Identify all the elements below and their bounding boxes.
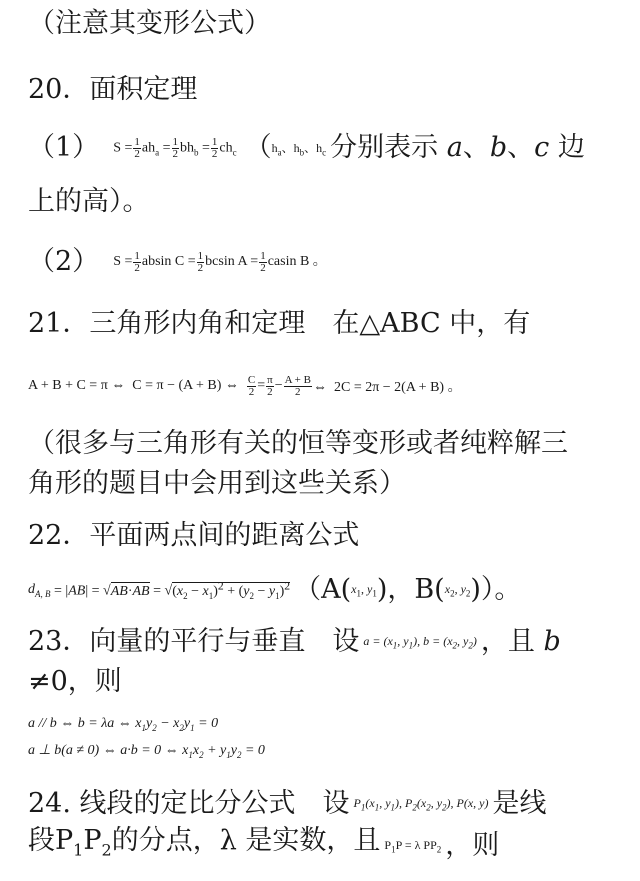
s24-cont: 段$P_1P_2$的分点，λ 是实数，且 $P_1P = \lambda$ $PP_2$ ，则 [28,825,500,861]
s24-title: 24. 线段的定比分公式 设 $P_1(x_1$, $y_1$), $P_2(x_2$, $y_2$), P(x, y) 是线 [28,788,547,819]
s22-formula: $d_{A, B}$ = $|AB| = √AB\cdot AB = √(x_2 - x_1)^2 + (y_2 - y_1)^2$ （A( $x_1$, $y_1$ )，B( $x_2$, $y_2$ )）。 [28,574,522,605]
s21-note-2: 角形的题目中会用到这些关系） [28,468,406,499]
s23-cont: ≠0，则 [28,666,122,697]
s20-item1-label: （1） [28,132,100,163]
s20-item2-label: （2） [28,246,100,277]
s22-title: 22．平面两点间的距离公式 [28,520,360,551]
s20-item1-formula: S = $\frac{1}{2}$ $ah_a$ = $\frac{1}{2}$ $bh_b$ = $\frac{1}{2}$ $ch_c$ [113,135,237,160]
s21-formula: A + B + C = π ⇔ C = π − (A + B) ⇔ $\frac{C}{2}$ = $\frac{\pi}{2}$ − $\frac{A + B}{2}$ ⇔ 2C = 2π − 2(A + B) 。 [28,373,462,398]
s21-note-1: （很多与三角形有关的恒等变形或者纯粹解三 [28,428,568,459]
s20-item2-formula: S = $\frac{1}{2}$ absin C = $\frac{1}{2}$ bcsin A = $\frac{1}{2}$ casin B 。 [113,249,327,274]
s20-title: 20．面积定理 [28,74,198,105]
s20-item1-cont: 上的高）。 [28,186,150,217]
s23-title: 23．向量的平行与垂直 设 $a = (x_1$, $y_1$), $b = (x_2$, $y_2$) ，且 b [28,626,561,657]
note-transform: （注意其变形公式） [28,8,271,39]
s23-perp: a ⊥ b(a ≠ 0) ⇔ a·b = 0 ⇔ $x_1x_2 + y_1y_2 = 0$ [28,743,265,760]
s21-title: 21．三角形内角和定理 在△ABC 中，有 [28,308,531,339]
s20-item1: （1） S = $\frac{1}{2}$ $ah_a$ = $\frac{1}{2}$ $bh_b$ = $\frac{1}{2}$ $ch_c$ （ $h_a$、$h_b$、$h_c$ 分别表示 a、b、c 边 [28,128,585,168]
s23-parallel: a // b ⇔ b = λa ⇔ $x_1y_2 - x_2y_1 = 0$ [28,716,219,733]
s20-item2 [28,242,327,282]
